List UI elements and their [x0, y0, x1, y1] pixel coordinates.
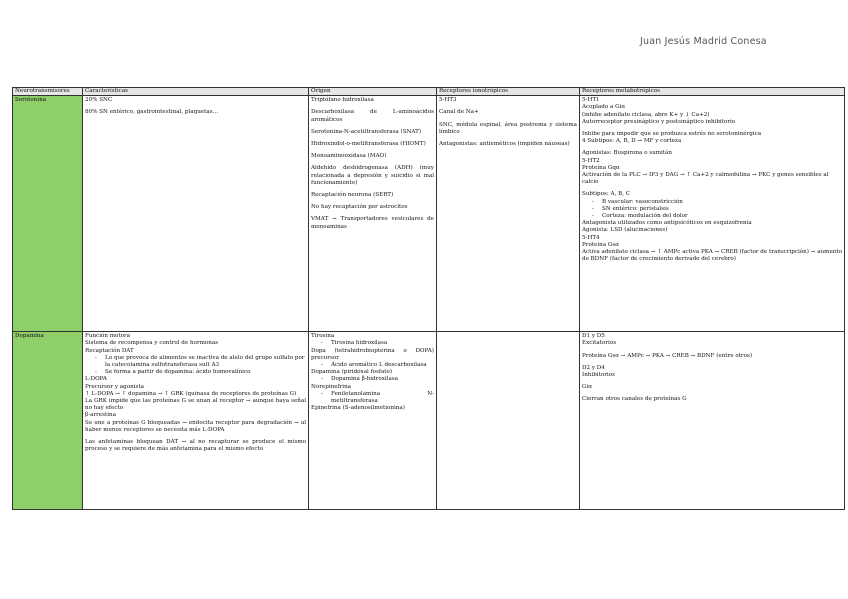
text-line: Precursor y agonista — [85, 383, 144, 390]
text-line: Recaptación neurona (SERT) — [311, 192, 394, 199]
table-header-row — [13, 88, 845, 96]
text-line: Recaptación DAT — [85, 347, 134, 354]
list-item: - Lo que provoca de alimentos se inactiva de alelo del grupo sulfato por la catecolamina sulfotransferasa sult A3 — [85, 355, 306, 369]
text-line: Proteína Gqα — [582, 164, 620, 171]
text-line: Inhibitorios — [582, 372, 615, 379]
dopamina-metabotropicos — [580, 332, 845, 510]
list-item: - Corteza: modulación del dolor — [582, 213, 842, 220]
text-line: 20% SNC — [85, 97, 113, 104]
origen-list — [311, 362, 434, 369]
text-line: Excitatorios — [582, 340, 617, 347]
neurotransmitter-table — [12, 87, 845, 510]
text-line: Serotonina-N-acetiltransferasa (SNAT) — [311, 128, 422, 135]
ht2-title: 5-HT2 — [582, 157, 600, 164]
text-line: 5-HT3 — [439, 97, 457, 104]
dopamina-caracteristicas — [83, 332, 309, 510]
header-receptores-metabotropicos: Receptores metabotrópicos — [580, 88, 845, 96]
text-line: Monoaminooxidasa (MAO) — [311, 153, 387, 160]
header-neurotransmisores: Neurotransmisores — [13, 88, 83, 96]
header-receptores-ionotropicos: Receptores ionotrópicos — [437, 88, 580, 96]
text-line: No hay recaptación por astrocitos — [311, 204, 408, 211]
nt-dopamina: Dopamina — [13, 332, 83, 510]
text-line: Tirosina — [311, 333, 335, 340]
text-line: Proteína Gsα → AMPc → PKA → CREB → BDNF (entre otros) — [582, 352, 753, 359]
text-line: L-DOPA — [85, 376, 107, 383]
text-line: Descarboxilasa de L-aminoácidos aromáticos — [311, 109, 436, 123]
text-line: β-arrestina — [85, 412, 116, 419]
text-line: Se une a proteínas G bloqueadas → endocita receptor para degradación → al haber menos receptores se necesita más L-DOPA — [85, 419, 308, 433]
text-line: Antagonista utilizados como antipsicóticos en esquizofrenia — [582, 220, 752, 227]
list-item: - Ácido aromático L descarboxilasa — [311, 362, 434, 369]
text-line: Triptófano hidroxilasa — [311, 97, 374, 104]
text-line: Dopamina (piridoxal fosfato) — [311, 369, 393, 376]
origen-list — [311, 340, 434, 347]
dopamina-ionotropicos — [437, 332, 580, 510]
d2-title: D2 y D4 — [582, 364, 605, 371]
text-line: Giα — [582, 384, 593, 391]
text-line: Función motora — [85, 333, 131, 340]
list-item: - SN entérico: peristalsis — [582, 206, 842, 213]
text-line: 80% SN entérico, gastrointestinal, plaquetas… — [85, 109, 219, 116]
ht4-title: 5-HT4 — [582, 234, 600, 241]
list-item: - Dopamina β-hidroxilasa — [311, 376, 434, 383]
text-line: Activa adenilato ciclasa → ↑ AMPc activa PKA → CREB (factor de transcripción) → aumento de BDNF (factor de crecimiento derivado del cerebro) — [582, 249, 844, 263]
table-row-serotonina — [13, 96, 845, 332]
serotonina-metabotropicos — [580, 96, 845, 332]
text-line: VMAT → Transportadores vesiculares de monoaminas — [311, 216, 436, 230]
text-line: Autorreceptor presináptico y postsináptico inhibitorio — [582, 118, 736, 125]
text-line: Agonista: LSD (alucinaciones) — [582, 227, 668, 234]
text-line: 4 Subtipos: A, B, D → MF y corteza — [582, 138, 682, 145]
list-item: - Feniletanolamina N-metiltransferasa — [311, 391, 434, 405]
text-line: Dopa (tetrahidrobiopterina o DOPA) precursor — [311, 347, 436, 361]
serotonina-ionotropicos — [437, 96, 580, 332]
text-line: Proteína Gsα — [582, 241, 619, 248]
ht2-subtypes-list — [582, 199, 842, 221]
text-line: Cierran otros canales de proteínas G — [582, 396, 687, 403]
text-line: Activación de la PLC → IP3 y DAG → ↑ Ca+2 y calmodulina → PKC y genes sensibles al calcio — [582, 172, 831, 186]
dat-list — [85, 355, 306, 377]
header-caracteristicas: Características — [83, 88, 309, 96]
text-line: Canal de Na+ — [439, 109, 479, 116]
text-line: Sistema de recompensa y control de hormonas — [85, 340, 219, 347]
text-line: La GRK impide que las proteínas G se unan al receptor → aunque haya señal no hay efecto — [85, 398, 308, 412]
author-name: Juan Jesús Madrid Conesa — [640, 36, 767, 47]
text-line: Inhibe para impedir que se produzca estrés no serotoninérgica — [582, 131, 762, 138]
text-line: SNC, médula espinal, área postrema y sistema límbico — [439, 121, 579, 135]
ht1-title: 5-HT1 — [582, 97, 600, 104]
table-row-dopamina — [13, 332, 845, 510]
origen-list — [311, 391, 434, 405]
serotonina-caracteristicas — [83, 96, 309, 332]
text-line: Las anfetaminas bloquean DAT → al no recapturar se produce el mismo proceso y se requiere de más anfetamina para el mismo efecto — [85, 439, 308, 453]
nt-serotonina: Serotonina — [13, 96, 83, 332]
text-line: (inhibe adenilato ciclasa, abre K+ y ↓ Ca+2) — [582, 111, 710, 118]
dopamina-origen — [309, 332, 437, 510]
list-item: - Tirosina hidroxilasa — [311, 340, 434, 347]
text-line: Antagonistas: antieméticos (impiden náuseas) — [439, 141, 570, 148]
list-item: - B vascular: vasoconstricción — [582, 199, 842, 206]
text-line: Subtipos: A, B, C — [582, 191, 631, 198]
text-line: Acoplado a Giα — [582, 104, 626, 111]
text-line: Agonistas: Buspirona o sumitán — [582, 150, 672, 157]
header-origen: Origen — [309, 88, 437, 96]
text-line: Epinefrina (S-adenosilmetionina) — [311, 405, 405, 412]
text-line: Aldehído deshidrogenasa (ADH) (muy relacionada a depresión y suicidio si mal funcionamiento) — [311, 165, 436, 186]
serotonina-origen — [309, 96, 437, 332]
list-item: - Se forma a partir de dopamina: ácido homovalínico — [85, 369, 306, 376]
text-line: ↑ L-DOPA → ↑ dopamina → ↑ GRK (quinasa de receptores de proteínas G) — [85, 390, 297, 397]
text-line: Norepinefrina — [311, 383, 352, 390]
origen-list — [311, 376, 434, 383]
d1-title: D1 y D5 — [582, 333, 605, 340]
text-line: Hidroxindol-o-metiltransferasa (HIOMT) — [311, 141, 426, 148]
